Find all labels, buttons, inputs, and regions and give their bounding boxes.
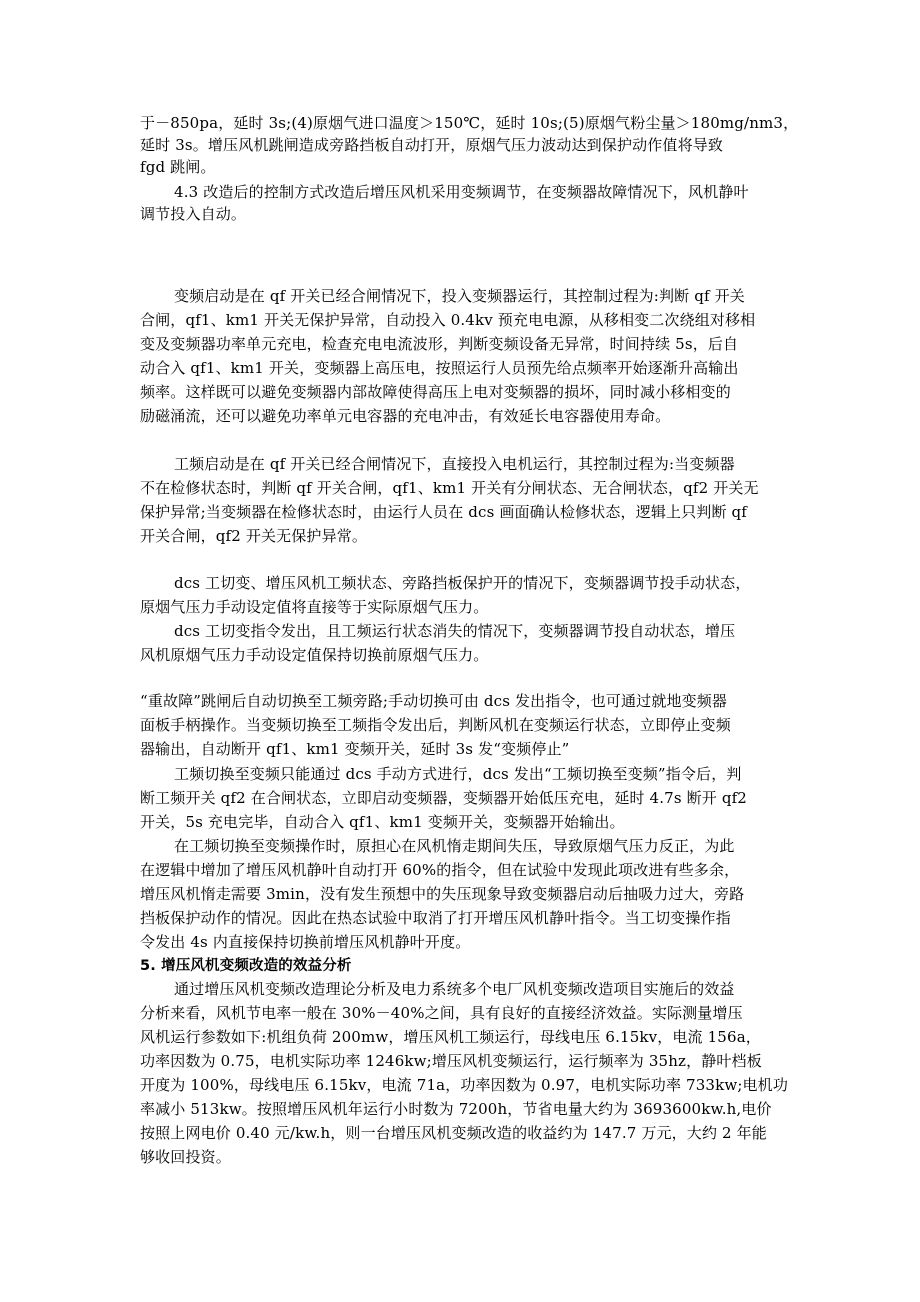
text-line: 励磁涌流，还可以避免功率单元电容器的充电冲击，有效延长电容器使用寿命。 (140, 407, 671, 425)
text-line: 变及变频器功率单元充电，检查充电电流波形，判断变频设备无异常，时间持续 5s，后自 (140, 335, 739, 353)
text-line: 增压风机惰走需要 3min，没有发生预想中的失压现象导致变频器启动后抽吸力过大，旁路 (140, 885, 745, 903)
text-line: 器输出，自动断开 qf1、km1 变频开关，延时 3s 发“变频停止” (140, 740, 570, 758)
text-line: 在逻辑中增加了增压风机静叶自动打开 60%的指令，但在试验中发现此项改进有些多余， (140, 861, 740, 879)
text-line: 原烟气压力手动设定值将直接等于实际原烟气压力。 (140, 598, 489, 616)
text-line: “重故障”跳闸后自动切换至工频旁路;手动切换可由 dcs 发出指令，也可通过就地变频器 (140, 692, 728, 710)
text-line: 开度为 100%，母线电压 6.15kv，电流 71a，功率因数为 0.97，电机实际功率 733kw;电机功 (140, 1076, 788, 1094)
text-line: 率减小 513kw。按照增压风机年运行小时数为 7200h，节省电量大约为 3693600kw.h,电价 (140, 1100, 772, 1118)
text-line: 频率。这样既可以避免变频器内部故障使得高压上电对变频器的损坏，同时减小移相变的 (140, 383, 731, 401)
text-line: 开关合闸，qf2 开关无保护异常。 (140, 527, 368, 545)
text-line: 开关，5s 充电完毕，自动合入 qf1、km1 变频开关，变频器开始输出。 (140, 813, 625, 831)
text-line: fgd 跳闸。 (140, 158, 216, 176)
text-line: 在工频切换至变频操作时，原担心在风机惰走期间失压，导致原烟气压力反正，为此 (174, 837, 735, 855)
text-line: 延时 3s。增压风机跳闸造成旁路挡板自动打开，原烟气压力波动达到保护动作值将导致 (140, 136, 724, 154)
text-line: 风机运行参数如下:机组负荷 200mw，增压风机工频运行，母线电压 6.15kv，电流 156a， (140, 1028, 761, 1046)
text-line: dcs 工切变指令发出，且工频运行状态消失的情况下，变频器调节投自动状态，增压 (174, 622, 736, 640)
text-line: 4.3 改造后的控制方式改造后增压风机采用变频调节，在变频器故障情况下，风机静叶 (174, 183, 749, 201)
text-line: 分析来看，风机节电率一般在 30%－40%之间，具有良好的直接经济效益。实际测量增压 (140, 1004, 743, 1022)
text-line: 够收回投资。 (140, 1148, 231, 1166)
text-line: 按照上网电价 0.40 元/kw.h，则一台增压风机变频改造的收益约为 147.7 万元，大约 2 年能 (140, 1124, 767, 1142)
text-line: 功率因数为 0.75，电机实际功率 1246kw;增压风机变频运行，运行频率为 35hz，静叶档板 (140, 1052, 762, 1070)
text-line: 通过增压风机变频改造理论分析及电力系统多个电厂风机变频改造项目实施后的效益 (174, 980, 735, 998)
section-heading: 5. 增压风机变频改造的效益分析 (140, 958, 352, 974)
text-line: 面板手柄操作。当变频切换至工频指令发出后，判断风机在变频运行状态，立即停止变频 (140, 716, 731, 734)
text-line: 工频启动是在 qf 开关已经合闸情况下，直接投入电机运行，其控制过程为:当变频器 (174, 455, 735, 473)
text-line: 调节投入自动。 (140, 205, 247, 223)
text-line: 保护异常;当变频器在检修状态时，由运行人员在 dcs 画面确认检修状态，逻辑上只判断 qf (140, 503, 747, 521)
text-line: 断工频开关 qf2 在合闸状态，立即启动变频器，变频器开始低压充电，延时 4.7s 断开 qf2 (140, 789, 747, 807)
text-line: 工频切换至变频只能通过 dcs 手动方式进行，dcs 发出“工频切换至变频”指令后，判 (174, 765, 742, 783)
text-line: 不在检修状态时，判断 qf 开关合闸，qf1、km1 开关有分闸状态、无合闸状态，qf2 开关无 (140, 479, 759, 497)
text-line: 动合入 qf1、km1 开关，变频器上高压电，按照运行人员预先给点频率开始逐渐升高输出 (140, 359, 739, 377)
text-line: 于－850pa，延时 3s;(4)原烟气进口温度＞150℃，延时 10s;(5)原烟气粉尘量＞180mg/nm3， (140, 114, 799, 132)
text-line: 风机原烟气压力手动设定值保持切换前原烟气压力。 (140, 646, 489, 664)
text-line: 合闸，qf1、km1 开关无保护异常，自动投入 0.4kv 预充电电源，从移相变二次绕组对移相 (140, 311, 756, 329)
text-line: 令发出 4s 内直接保持切换前增压风机静叶开度。 (140, 933, 471, 951)
text-line: 变频启动是在 qf 开关已经合闸情况下，投入变频器运行，其控制过程为:判断 qf 开关 (174, 287, 745, 305)
text-line: 挡板保护动作的情况。因此在热态试验中取消了打开增压风机静叶指令。当工切变操作指 (140, 909, 731, 927)
text-line: dcs 工切变、增压风机工频状态、旁路挡板保护开的情况下，变频器调节投手动状态， (174, 574, 751, 592)
